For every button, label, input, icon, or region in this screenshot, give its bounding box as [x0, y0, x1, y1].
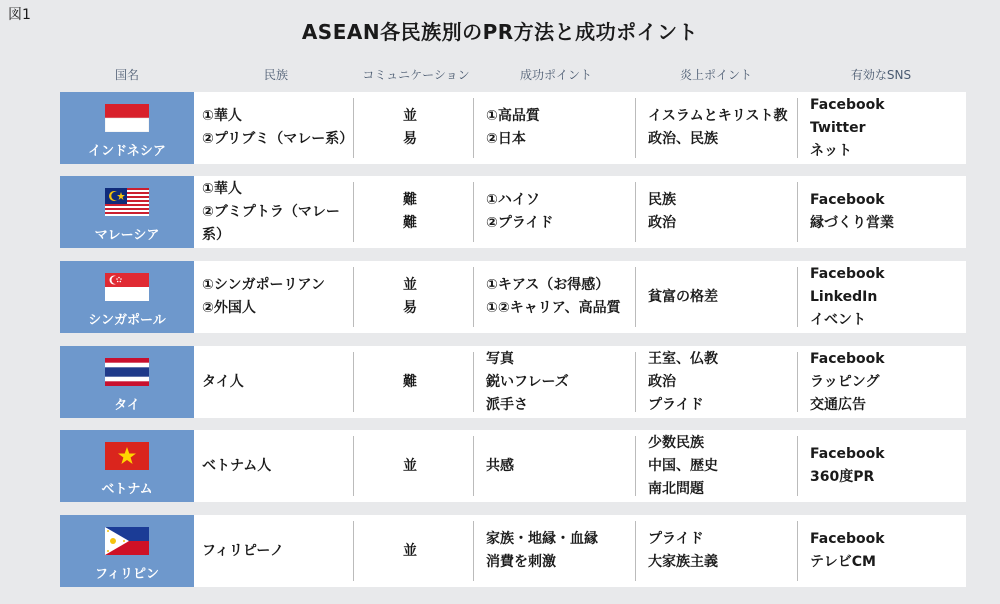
country-name: ベトナム [101, 482, 153, 497]
cell-line: ①華人 [202, 180, 242, 197]
header-ethnic: 民族 [263, 68, 288, 82]
cell-line: 共感 [486, 457, 514, 474]
ethnic-cell [202, 261, 352, 333]
communication-cell [360, 261, 460, 333]
country-cell [60, 261, 194, 333]
column-divider [353, 182, 354, 242]
country-cell [60, 515, 194, 587]
cell-line: 政治 [648, 215, 676, 231]
cell-line: ①シンガポーリアン [202, 277, 325, 293]
cell-line: 中国、歴史 [648, 457, 718, 474]
cell-line: プライド [648, 531, 704, 547]
header-sns: 有効なSNS [850, 68, 912, 82]
communication-cell [360, 430, 460, 502]
header-country: 国名 [114, 68, 139, 82]
cell-line: 並 [403, 457, 417, 474]
table-row [60, 346, 966, 418]
cell-line: 政治、民族 [648, 131, 718, 147]
column-divider [797, 352, 798, 412]
column-divider [635, 267, 636, 327]
sns-cell [810, 430, 960, 502]
country-cell [60, 430, 194, 502]
cell-line: 並 [403, 277, 417, 293]
cell-line: プライド [648, 396, 704, 413]
success-cell [486, 430, 636, 502]
table-row [60, 176, 966, 248]
figure-label: 図1 [8, 7, 31, 23]
cell-line: Facebook [810, 446, 885, 462]
cell-line: 少数民族 [648, 434, 704, 451]
indonesia-flag-icon [105, 104, 149, 132]
ethnic-cell [202, 92, 352, 164]
sns-cell [810, 515, 960, 587]
column-divider [353, 521, 354, 581]
cell-line: ベトナム人 [202, 457, 272, 474]
cell-line: ①華人 [202, 108, 242, 124]
country-name: シンガポール [88, 313, 166, 328]
country-name: インドネシア [88, 144, 166, 159]
cell-line: 易 [403, 131, 417, 147]
singapore-flag-icon [105, 273, 149, 301]
cell-line: Facebook [810, 96, 885, 113]
cell-line: Facebook [810, 265, 885, 282]
country-name: マレーシア [94, 228, 160, 243]
column-divider [473, 436, 474, 496]
cell-line: ①高品質 [486, 108, 540, 124]
column-divider [635, 521, 636, 581]
cell-line: 南北問題 [648, 480, 704, 497]
column-divider [635, 352, 636, 412]
risk-cell [648, 346, 798, 418]
header-success: 成功ポイント [519, 68, 592, 82]
cell-line: LinkedIn [810, 288, 878, 305]
cell-line: 並 [403, 542, 417, 559]
risk-cell [648, 515, 798, 587]
column-divider [797, 521, 798, 581]
column-divider [635, 98, 636, 158]
cell-line: Facebook [810, 192, 885, 208]
cell-line: 家族・地縁・血縁 [486, 531, 598, 547]
column-divider [353, 98, 354, 158]
column-divider [797, 98, 798, 158]
cell-line: ネット [810, 142, 852, 159]
cell-line: ②プリブミ（マレー系） [202, 131, 354, 147]
risk-cell [648, 92, 798, 164]
column-divider [797, 182, 798, 242]
cell-line: 交通広告 [810, 396, 866, 413]
success-cell [486, 515, 636, 587]
ethnic-cell [202, 346, 352, 418]
page-title: ASEAN各民族別のPR方法と成功ポイント [301, 20, 699, 44]
cell-line: 鋭いフレーズ [486, 373, 569, 390]
sns-cell [810, 346, 960, 418]
philippines-flag-icon [105, 527, 149, 555]
cell-line: 易 [403, 300, 417, 316]
ethnic-cell [202, 430, 352, 502]
cell-line: ①ハイソ [486, 192, 540, 208]
sns-cell [810, 92, 960, 164]
communication-cell [360, 92, 460, 164]
cell-line: 360度PR [810, 469, 875, 485]
cell-line: Facebook [810, 350, 885, 367]
cell-line: ②外国人 [202, 300, 256, 316]
country-cell [60, 92, 194, 164]
cell-line: ②日本 [486, 131, 526, 147]
vietnam-flag-icon [105, 442, 149, 470]
malaysia-flag-icon [105, 188, 149, 216]
cell-line: 王室、仏教 [648, 350, 718, 367]
cell-line: Facebook [810, 531, 885, 547]
column-divider [473, 98, 474, 158]
risk-cell [648, 261, 798, 333]
country-name: フィリピン [95, 567, 159, 582]
column-divider [473, 182, 474, 242]
cell-line: 写真 [486, 350, 514, 367]
column-divider [797, 267, 798, 327]
country-cell [60, 176, 194, 248]
cell-line: 消費を刺激 [486, 554, 556, 570]
communication-cell [360, 346, 460, 418]
country-name: タイ [114, 398, 140, 413]
column-divider [473, 352, 474, 412]
cell-line: 貧富の格差 [648, 288, 718, 305]
cell-line: 並 [403, 108, 417, 124]
column-divider [473, 521, 474, 581]
risk-cell [648, 430, 798, 502]
table-row [60, 92, 966, 164]
column-divider [635, 182, 636, 242]
sns-cell [810, 176, 960, 248]
table-row [60, 430, 966, 502]
success-cell [486, 92, 636, 164]
country-cell [60, 346, 194, 418]
column-headers [0, 66, 1000, 86]
cell-line: ②ブミプトラ（マレー系） [202, 203, 340, 243]
header-risk: 炎上ポイント [679, 68, 752, 82]
ethnic-cell [202, 515, 352, 587]
cell-line: タイ人 [202, 373, 244, 390]
column-divider [353, 352, 354, 412]
column-divider [353, 267, 354, 327]
ethnic-cell [202, 176, 352, 248]
cell-line: Twitter [810, 119, 866, 136]
column-divider [473, 267, 474, 327]
column-divider [797, 436, 798, 496]
cell-line: ①キアス（お得感） [486, 277, 610, 293]
cell-line: ①②キャリア、高品質 [486, 300, 621, 316]
communication-cell [360, 515, 460, 587]
cell-line: フィリピーノ [202, 542, 285, 559]
table-row [60, 515, 966, 587]
table-row [60, 261, 966, 333]
cell-line: 縁づくり営業 [810, 215, 894, 231]
thailand-flag-icon [105, 358, 149, 386]
sns-cell [810, 261, 960, 333]
risk-cell [648, 176, 798, 248]
cell-line: 派手さ [486, 396, 528, 413]
communication-cell [360, 176, 460, 248]
header-communication: コミュニケーション [362, 68, 470, 82]
cell-line: 大家族主義 [648, 554, 718, 570]
success-cell [486, 176, 636, 248]
column-divider [635, 436, 636, 496]
cell-line: 難 [403, 192, 417, 208]
cell-line: イベント [810, 311, 866, 328]
success-cell [486, 346, 636, 418]
cell-line: テレビCM [810, 554, 876, 570]
cell-line: ラッピング [810, 373, 880, 390]
cell-line: 難 [403, 373, 417, 390]
cell-line: 難 [403, 215, 417, 231]
cell-line: 政治 [648, 373, 676, 390]
cell-line: 民族 [648, 192, 676, 208]
column-divider [353, 436, 354, 496]
cell-line: イスラムとキリスト教 [648, 108, 788, 124]
success-cell [486, 261, 636, 333]
cell-line: ②プライド [486, 215, 554, 231]
